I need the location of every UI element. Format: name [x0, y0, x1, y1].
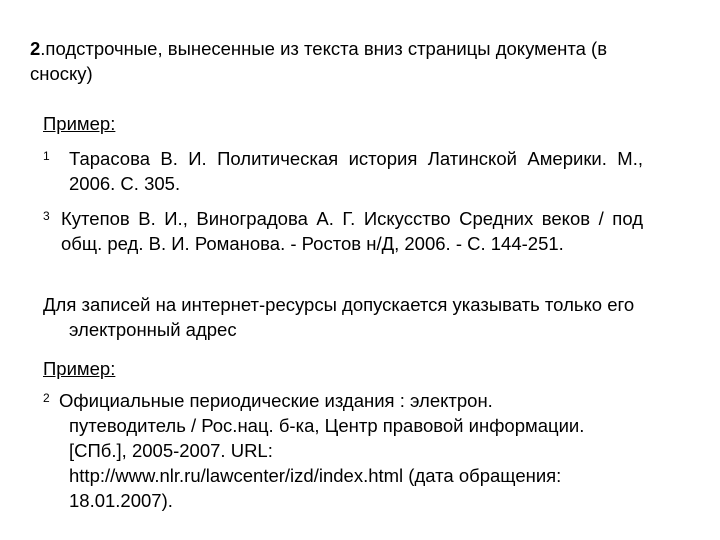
section-heading [30, 36, 670, 86]
heading-number: 2 [30, 38, 41, 59]
footnote-text: Тарасова В. И. Политическая история Латинской Америки. М., 2006. С. 305. [69, 148, 643, 194]
note-text: Для записей на интернет-ресурсы допускается указывать только его электронный адрес [43, 294, 635, 340]
footnote-text: Официальные периодические издания : электрон. путеводитель / Рос.нац. б-ка, Центр правовой информации. [СПб.], 2005-2007. URL: http://www.nlr.ru/lawcenter/izd/index.html (дата обращения: 18.01.2007). [59, 390, 585, 511]
footnote-marker: 2 [43, 391, 50, 405]
footnote-item [43, 146, 643, 196]
internet-resources-note [43, 292, 663, 342]
example-label: Пример: [43, 113, 116, 134]
footnote-text: Кутепов В. И., Виноградова А. Г. Искусство Средних веков / под общ. ред. В. И. Романова. - Ростов н/Д, 2006. - С. 144-251. [61, 208, 643, 254]
example-label: Пример: [43, 358, 116, 379]
footnote-item [43, 206, 643, 256]
footnote-marker: 1 [43, 149, 50, 163]
heading-text: .подстрочные, вынесенные из текста вниз страницы документа (в сноску) [30, 38, 608, 84]
footnote-marker: 3 [43, 209, 50, 223]
footnote-item [43, 388, 603, 513]
